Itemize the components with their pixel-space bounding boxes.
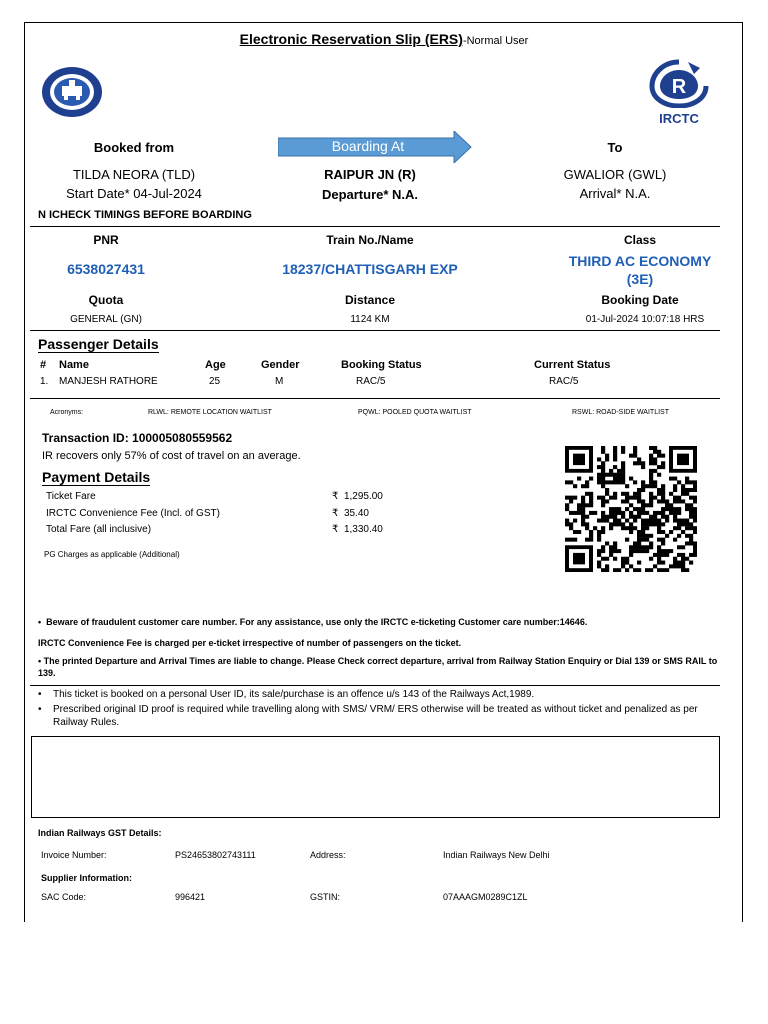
payment-total-fare-label: Total Fare (all inclusive) xyxy=(46,524,152,535)
fraud-notice-text: Beware of fraudulent customer care number. For any assistance, use only the IRCTC e-ticketing Customer care number:14646. xyxy=(46,617,588,627)
class-value-line2: (3E) xyxy=(626,271,654,287)
address-value: Indian Railways New Delhi xyxy=(443,850,550,860)
passenger-index: 1. xyxy=(40,376,49,387)
payment-details-heading: Payment Details xyxy=(42,469,151,485)
irctc-emblem-icon xyxy=(648,58,710,108)
departure: Departure* N.A. xyxy=(321,187,419,202)
sac-label: SAC Code: xyxy=(41,892,87,902)
qr-code xyxy=(565,446,697,572)
acronym-rswl: RSWL: ROAD-SIDE WAITLIST xyxy=(572,409,669,416)
from-station: TILDA NEORA (TLD) xyxy=(72,167,196,182)
convenience-notice: IRCTC Convenience Fee is charged per e-ticket irrespective of number of passengers on the ticket. xyxy=(38,638,462,648)
bullet-icon: • xyxy=(38,689,42,700)
invoice-label: Invoice Number: xyxy=(41,850,107,860)
passenger-gender: M xyxy=(275,376,284,387)
pnr-value: 6538027431 xyxy=(67,261,145,277)
passenger-name: MANJESH RATHORE xyxy=(59,376,158,387)
frame-top xyxy=(24,22,743,23)
booking-date-value: 01-Jul-2024 10:07:18 HRS xyxy=(585,314,705,325)
irctc-logo xyxy=(648,58,710,124)
to-label: To xyxy=(607,140,623,155)
irctc-label: IRCTC xyxy=(659,111,699,126)
page-title xyxy=(0,31,768,49)
rupee-icon: ₹ xyxy=(332,508,339,519)
convenience-fee-value: 35.40 xyxy=(343,508,369,519)
supplier-heading: Supplier Information: xyxy=(41,873,132,883)
to-station: GWALIOR (GWL) xyxy=(563,167,667,182)
col-booking-status: Booking Status xyxy=(341,359,422,371)
booking-date-label: Booking Date xyxy=(601,293,679,307)
start-date: Start Date* 04-Jul-2024 xyxy=(66,186,202,201)
divider-2 xyxy=(30,330,720,331)
distance-value: 1124 KM xyxy=(350,314,390,325)
passenger-booking-status: RAC/5 xyxy=(356,376,386,387)
personal-id-notice xyxy=(38,689,718,700)
col-current-status: Current Status xyxy=(534,359,611,371)
svg-text:R: R xyxy=(671,76,687,98)
acronym-pqwl: PQWL: POOLED QUOTA WAITLIST xyxy=(358,409,472,416)
distance-label: Distance xyxy=(344,293,396,307)
gstin-label: GSTIN: xyxy=(310,892,341,902)
boarding-arrow xyxy=(278,131,472,163)
id-proof-notice xyxy=(38,703,718,729)
timing-notice: N ICHECK TIMINGS BEFORE BOARDING xyxy=(38,209,252,221)
personal-id-notice-text: This ticket is booked on a personal User ID, its sale/purchase is an offence u/s 143 of the Railways Act,1989. xyxy=(53,689,535,700)
ir-recovery-note: IR recovers only 57% of cost of travel on an average. xyxy=(42,450,301,462)
total-fare-value: 1,330.40 xyxy=(343,524,383,535)
bullet-icon: • xyxy=(38,617,47,627)
pnr-label: PNR xyxy=(93,233,119,247)
indian-railways-logo xyxy=(40,66,104,118)
divider-1 xyxy=(30,226,720,227)
payment-total-fare-amount xyxy=(332,524,383,535)
train-value: 18237/CHATTISGARH EXP xyxy=(282,261,458,277)
passenger-current-status: RAC/5 xyxy=(549,376,579,387)
bullet-icon: • xyxy=(38,704,42,715)
times-notice-text: The printed Departure and Arrival Times are liable to change. Please Check correct departure, arrival from Railway Station Enquiry or Dial 139 or SMS RAIL to 139. xyxy=(38,656,718,678)
transaction-id: Transaction ID: 100005080559562 xyxy=(42,431,233,445)
pg-charges-note: PG Charges as applicable (Additional) xyxy=(44,550,180,559)
ticket-fare-value: 1,295.00 xyxy=(343,491,383,502)
id-proof-notice-text: Prescribed original ID proof is required while travelling along with SMS/ VRM/ ERS otherwise will be treated as without ticket and penalized as per Railway Rules. xyxy=(53,704,698,728)
class-value-line1: THIRD AC ECONOMY xyxy=(568,253,712,269)
acronym-rlwl: RLWL: REMOTE LOCATION WAITLIST xyxy=(148,409,272,416)
gst-heading: Indian Railways GST Details: xyxy=(38,828,162,838)
col-name: Name xyxy=(59,359,89,371)
fraud-notice xyxy=(38,617,738,627)
frame-left xyxy=(24,22,25,922)
payment-convenience-fee-label: IRCTC Convenience Fee (Incl. of GST) xyxy=(46,508,220,519)
rupee-icon: ₹ xyxy=(332,524,339,535)
boarding-at-label: Boarding At xyxy=(331,138,405,154)
divider-3 xyxy=(30,398,720,399)
arrival: Arrival* N.A. xyxy=(579,186,651,201)
quota-value: GENERAL (GN) xyxy=(70,314,142,325)
quota-label: Quota xyxy=(88,293,124,307)
address-label: Address: xyxy=(310,850,346,860)
table-row xyxy=(0,376,768,390)
col-gender: Gender xyxy=(261,359,300,371)
class-label: Class xyxy=(623,233,657,247)
rupee-icon: ₹ xyxy=(332,491,339,502)
frame-right xyxy=(742,22,743,922)
times-notice xyxy=(38,655,718,679)
train-label: Train No./Name xyxy=(326,233,414,247)
ers-subtitle: -Normal User xyxy=(462,35,529,47)
passenger-details-heading: Passenger Details xyxy=(38,336,159,352)
payment-convenience-fee-amount xyxy=(332,508,369,519)
col-age: Age xyxy=(205,359,226,371)
invoice-value: PS24653802743111 xyxy=(175,850,256,860)
blank-box xyxy=(31,736,720,818)
payment-ticket-fare-label: Ticket Fare xyxy=(46,491,96,502)
booked-from-label: Booked from xyxy=(93,140,175,155)
ers-title: Electronic Reservation Slip (ERS) xyxy=(239,31,463,47)
col-index: # xyxy=(40,359,47,371)
bullet-icon: • xyxy=(38,656,44,666)
divider-4 xyxy=(30,685,720,686)
sac-value: 996421 xyxy=(175,892,206,902)
acronyms-label: Acronyms: xyxy=(50,409,84,416)
passenger-age: 25 xyxy=(209,376,221,387)
payment-ticket-fare-amount xyxy=(332,491,383,502)
boarding-station: RAIPUR JN (R) xyxy=(324,167,416,182)
gstin-value: 07AAAGM0289C1ZL xyxy=(443,892,528,902)
